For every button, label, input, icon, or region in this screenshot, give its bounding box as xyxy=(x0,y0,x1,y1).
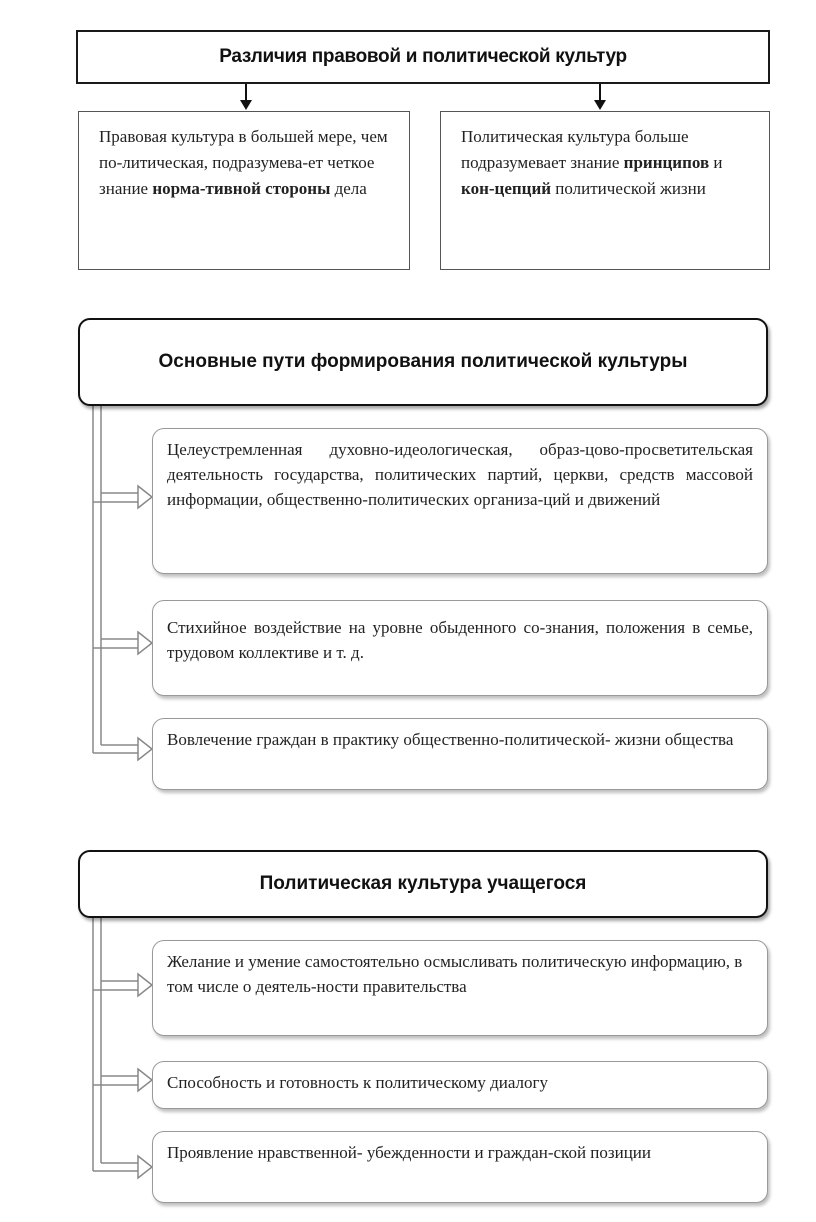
section2-title-box xyxy=(78,318,768,406)
section3-item-3-text: Проявление нравственной- убежденности и граждан-ской позиции xyxy=(167,1143,652,1162)
section3-title: Политическая культура учащегося xyxy=(259,873,587,894)
section1-title-box xyxy=(76,30,770,84)
section3-item-2-text: Способность и готовность к политическому диалогу xyxy=(167,1073,548,1092)
section2-item-3-text: Вовлечение граждан в практику общественно-политической- жизни общества xyxy=(167,730,734,749)
branch-lines-section3 xyxy=(93,917,152,1178)
section2-title: Основные пути формирования политической культуры xyxy=(158,351,688,372)
political-culture-box xyxy=(440,111,770,270)
section3-item-3 xyxy=(152,1131,768,1203)
legal-culture-box xyxy=(78,111,410,270)
political-culture-text: Политическая культура больше подразумевает знание принципов и кон-цепций политической жизни xyxy=(461,127,723,198)
section3-item-1 xyxy=(152,940,768,1036)
branch-lines-section2 xyxy=(93,405,152,760)
arrow-to-left-box xyxy=(240,84,252,110)
political-culture-bold-concepts: кон-цепций xyxy=(461,179,552,198)
section2-item-1 xyxy=(152,428,768,574)
section1-title: Различия правовой и политической культур xyxy=(219,46,627,67)
section2-item-3 xyxy=(152,718,768,790)
section3-title-box xyxy=(78,850,768,918)
section3-item-1-text: Желание и умение самостоятельно осмысливать политическую информацию, в том числе о деятель-ности правительства xyxy=(167,952,743,996)
legal-culture-bold: норма-тивной стороны xyxy=(152,179,331,198)
legal-culture-text: Правовая культура в большей мере, чем по-литическая, подразумева-ет четкое знание норма-тивной стороны дела xyxy=(99,127,388,198)
arrow-to-right-box xyxy=(594,84,606,110)
political-culture-bold-principles: принципов xyxy=(623,153,710,172)
section2-item-2-text: Стихийное воздействие на уровне обыденного со-знания, положения в семье, трудовом коллективе и т. д. xyxy=(167,618,753,662)
section2-item-2 xyxy=(152,600,768,696)
section2-item-1-text: Целеустремленная духовно-идеологическая, образ-цово-просветительская деятельность государства, политических партий, церкви, средств массовой информации, общественно-политических организа-ций и движений xyxy=(167,440,753,509)
section3-item-2 xyxy=(152,1061,768,1109)
